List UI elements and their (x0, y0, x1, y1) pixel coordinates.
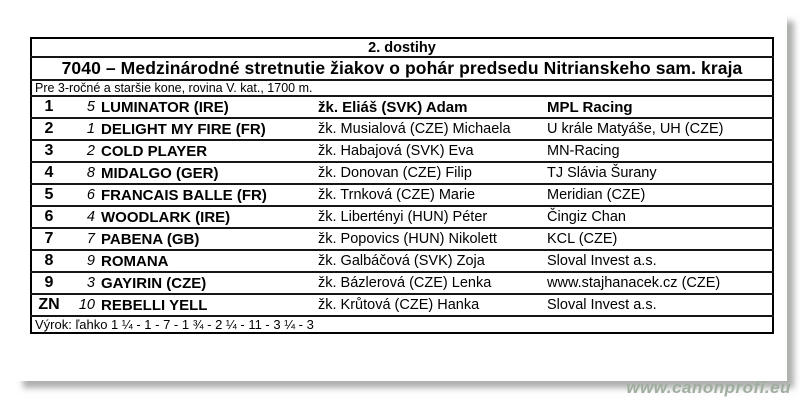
program-number: 10 (66, 294, 97, 316)
program-number: 2 (66, 140, 97, 162)
finish-position: 2 (31, 118, 66, 140)
stable-name: MN-Racing (543, 140, 773, 162)
program-number: 6 (66, 184, 97, 206)
result-row (31, 162, 773, 184)
stable-name: TJ Slávia Šurany (543, 162, 773, 184)
rider-name: žk. Donovan (CZE) Filip (314, 162, 543, 184)
result-row (31, 228, 773, 250)
finish-position: 5 (31, 184, 66, 206)
document-page (10, 8, 787, 381)
race-title-row (31, 57, 773, 80)
result-row (31, 250, 773, 272)
race-number-title: 2. dostihy (368, 39, 436, 56)
rider-name: žk. Krůtová (CZE) Hanka (314, 294, 543, 316)
stable-name: MPL Racing (543, 96, 773, 118)
horse-name: LUMINATOR (IRE) (97, 96, 314, 118)
program-number: 4 (66, 206, 97, 228)
verdict-row (31, 316, 773, 333)
horse-name: FRANCAIS BALLE (FR) (97, 184, 314, 206)
horse-name: MIDALGO (GER) (97, 162, 314, 184)
horse-name: WOODLARK (IRE) (97, 206, 314, 228)
result-row (31, 294, 773, 316)
horse-name: DELIGHT MY FIRE (FR) (97, 118, 314, 140)
result-row (31, 118, 773, 140)
stable-name: Meridian (CZE) (543, 184, 773, 206)
rider-name: žk. Popovics (HUN) Nikolett (314, 228, 543, 250)
race-title: 7040 – Medzinárodné stretnutie žiakov o pohár predsedu Nitrianskeho sam. kraja (31, 57, 773, 80)
finish-position: 3 (31, 140, 66, 162)
verdict-text: Výrok: ľahko 1 ¼ - 1 - 7 - 1 ¾ - 2 ¼ - 11 - 3 ¼ - 3 (31, 316, 773, 333)
result-row (31, 184, 773, 206)
stable-name: U krále Matyáše, UH (CZE) (543, 118, 773, 140)
rider-name: žk. Galbáčová (SVK) Zoja (314, 250, 543, 272)
result-row (31, 140, 773, 162)
program-number: 9 (66, 250, 97, 272)
result-row (31, 206, 773, 228)
program-number: 3 (66, 272, 97, 294)
rider-name: žk. Trnková (CZE) Marie (314, 184, 543, 206)
finish-position: 6 (31, 206, 66, 228)
watermark-url: www.canonprofi.eu (626, 378, 791, 397)
stable-name: Sloval Invest a.s. (543, 250, 773, 272)
horse-name: ROMANA (97, 250, 314, 272)
horse-name: REBELLI YELL (97, 294, 314, 316)
result-row (31, 96, 773, 118)
race-results-table (30, 37, 774, 334)
program-number: 5 (66, 96, 97, 118)
finish-position: 1 (31, 96, 66, 118)
stable-name: Sloval Invest a.s. (543, 294, 773, 316)
rider-name: žk. Bázlerová (CZE) Lenka (314, 272, 543, 294)
program-number: 1 (66, 118, 97, 140)
race-conditions-row (31, 80, 773, 96)
rider-name: žk. Eliáš (SVK) Adam (314, 96, 543, 118)
finish-position: 7 (31, 228, 66, 250)
rider-name: žk. Musialová (CZE) Michaela (314, 118, 543, 140)
horse-name: COLD PLAYER (97, 140, 314, 162)
horse-name: PABENA (GB) (97, 228, 314, 250)
rider-name: žk. Habajová (SVK) Eva (314, 140, 543, 162)
program-number: 7 (66, 228, 97, 250)
finish-position: 8 (31, 250, 66, 272)
stable-name: Čingiz Chan (543, 206, 773, 228)
race-number-row (31, 38, 773, 57)
finish-position: 4 (31, 162, 66, 184)
race-conditions: Pre 3-ročné a staršie kone, rovina V. kat., 1700 m. (31, 80, 773, 96)
stable-name: www.stajhanacek.cz (CZE) (543, 272, 773, 294)
stable-name: KCL (CZE) (543, 228, 773, 250)
finish-position: ZN (31, 294, 66, 316)
result-row (31, 272, 773, 294)
horse-name: GAYIRIN (CZE) (97, 272, 314, 294)
rider-name: žk. Libertényi (HUN) Péter (314, 206, 543, 228)
program-number: 8 (66, 162, 97, 184)
finish-position: 9 (31, 272, 66, 294)
